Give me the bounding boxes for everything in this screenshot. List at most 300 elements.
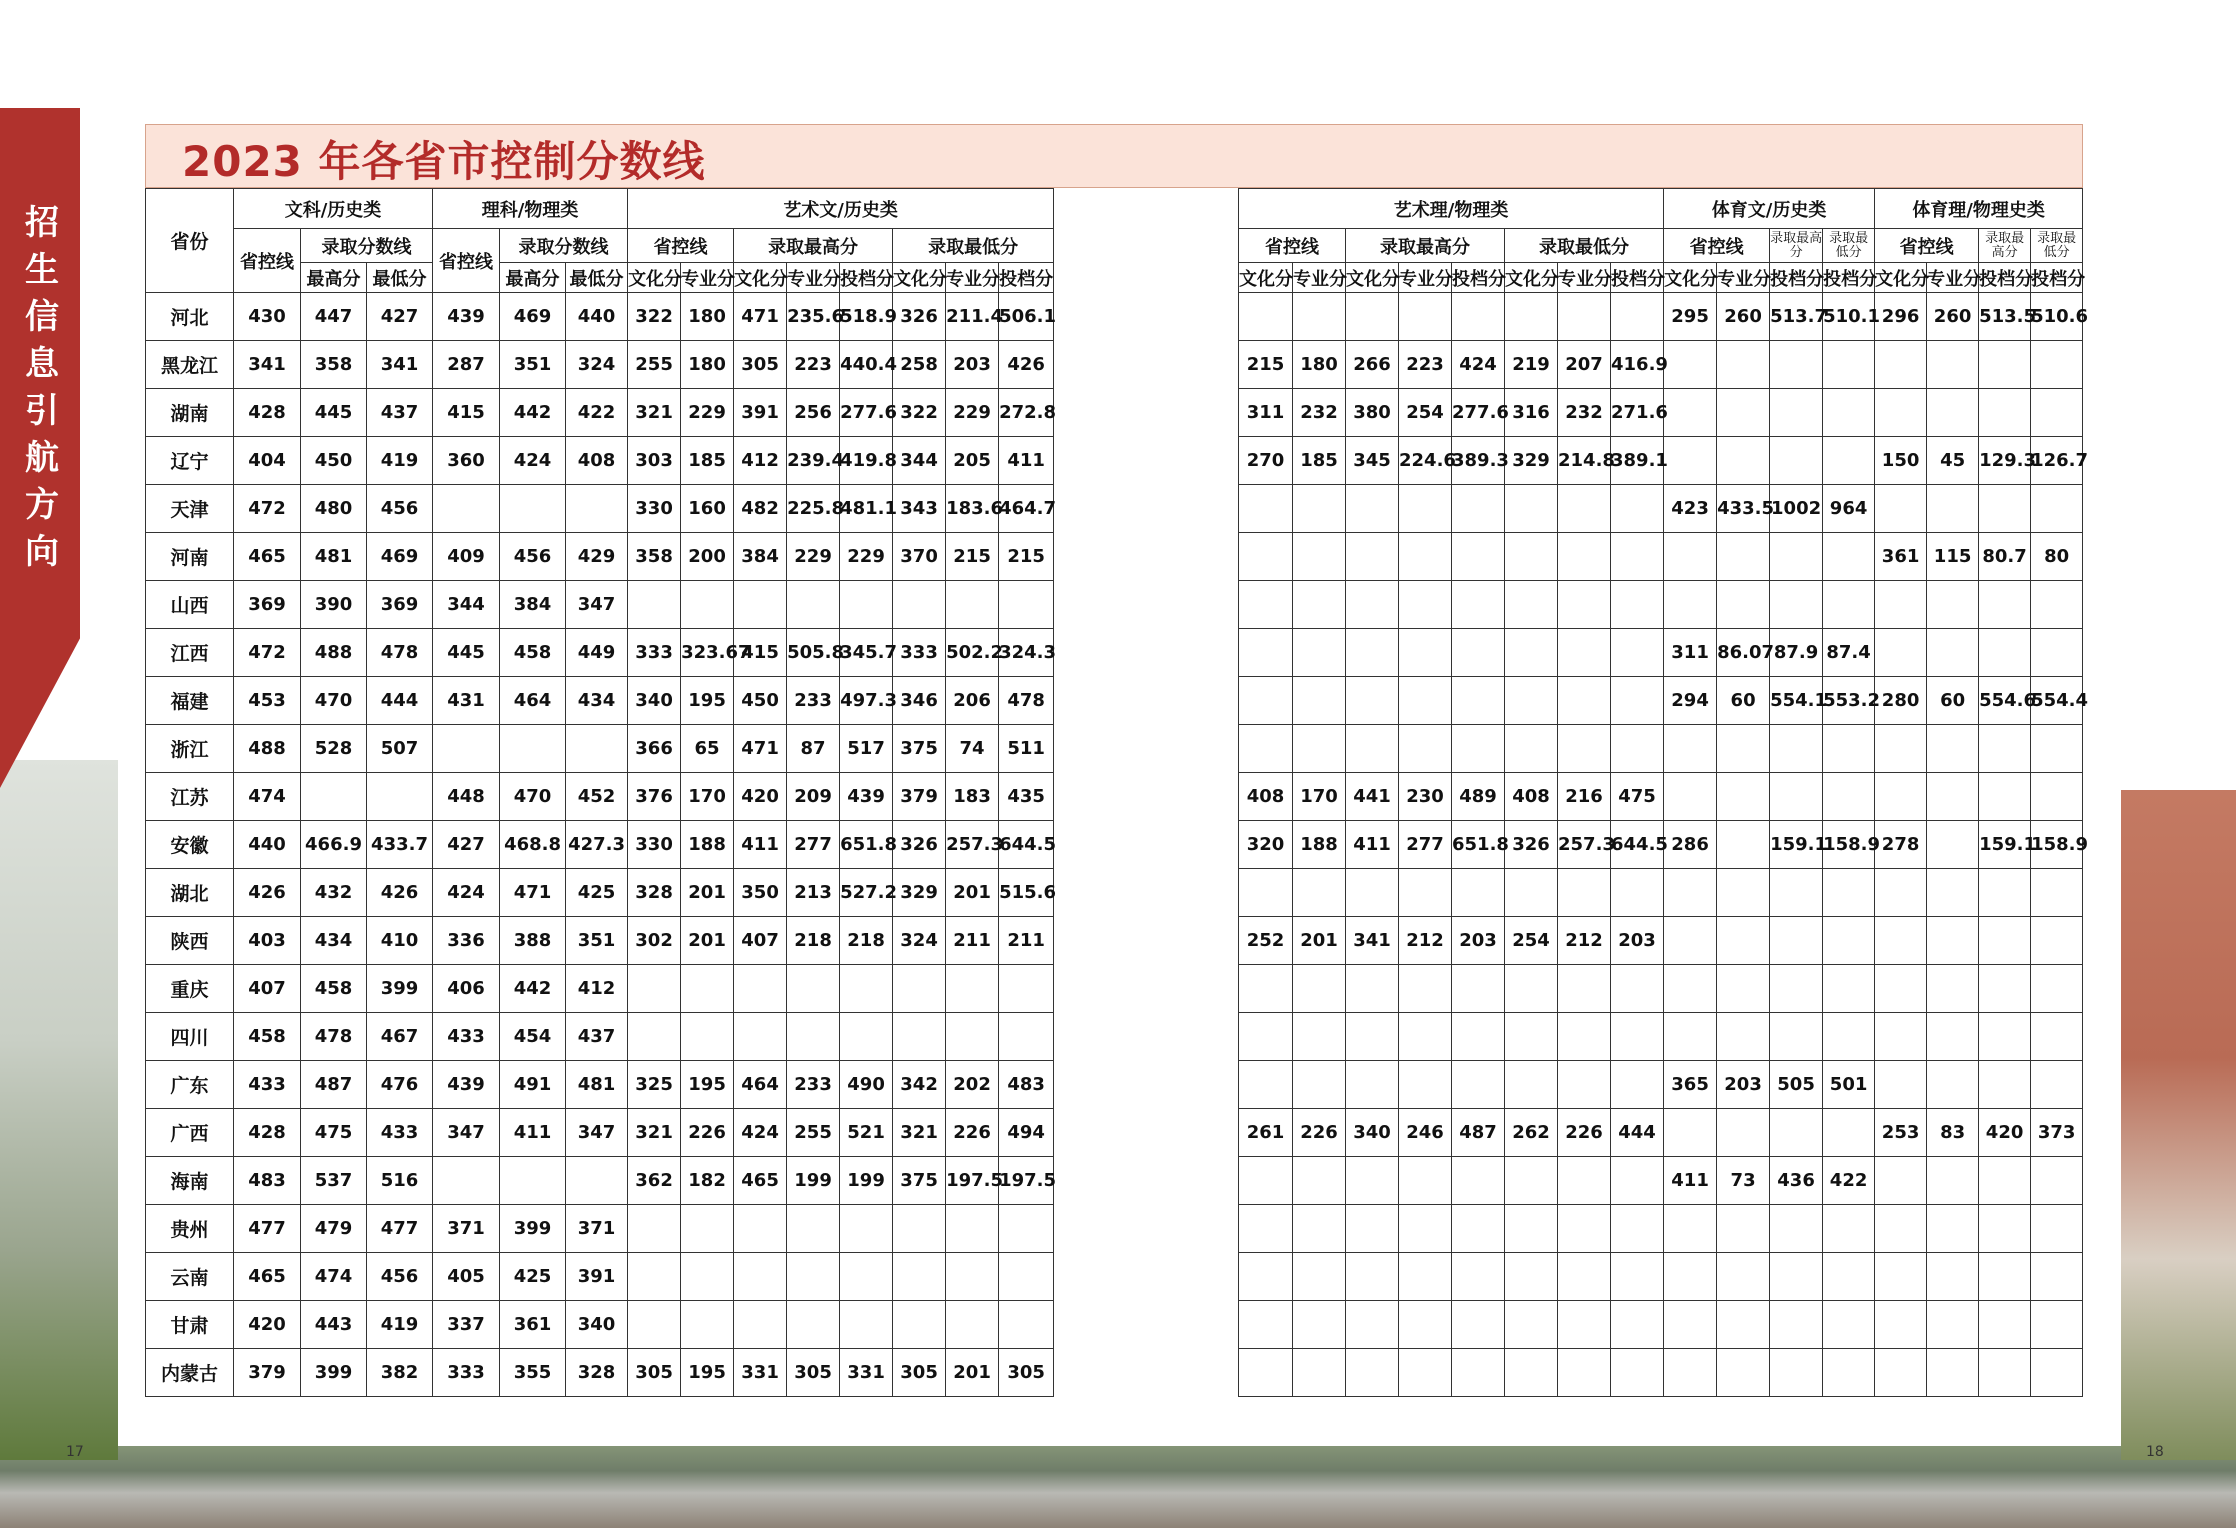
score-cell	[1717, 437, 1770, 485]
score-cell: 426	[999, 341, 1054, 389]
score-cell: 411	[1346, 821, 1399, 869]
score-cell: 554.1	[1770, 677, 1823, 725]
score-cell: 510.6	[2031, 293, 2083, 341]
score-cell	[1399, 1301, 1452, 1349]
score-cell	[1239, 1301, 1293, 1349]
score-cell: 324	[566, 341, 628, 389]
score-cell: 437	[566, 1013, 628, 1061]
score-cell: 371	[433, 1205, 500, 1253]
score-cell: 388	[500, 917, 566, 965]
score-cell: 515.6	[999, 869, 1054, 917]
score-cell: 471	[734, 293, 787, 341]
score-cell: 218	[787, 917, 840, 965]
score-cell	[1875, 341, 1927, 389]
score-cell	[1452, 581, 1505, 629]
score-cell: 456	[500, 533, 566, 581]
score-cell: 211	[946, 917, 999, 965]
score-cell: 429	[566, 533, 628, 581]
score-cell	[628, 965, 681, 1013]
score-cell	[1875, 869, 1927, 917]
table-row	[146, 965, 1054, 1013]
header-tiyu-li: 体育理/物理史类	[1875, 189, 2083, 229]
score-cell: 201	[681, 869, 734, 917]
score-cell: 419.8	[840, 437, 893, 485]
score-cell	[1452, 485, 1505, 533]
score-cell	[1293, 1301, 1346, 1349]
score-cell: 405	[433, 1253, 500, 1301]
score-cell	[1346, 725, 1399, 773]
score-cell: 213	[787, 869, 840, 917]
score-cell: 272.8	[999, 389, 1054, 437]
score-cell: 260	[1717, 293, 1770, 341]
score-cell: 347	[566, 581, 628, 629]
table-row	[1239, 965, 2083, 1013]
score-cell: 431	[433, 677, 500, 725]
score-cell: 422	[1823, 1157, 1875, 1205]
score-cell: 408	[566, 437, 628, 485]
score-cell: 60	[1927, 677, 1979, 725]
score-cell: 410	[367, 917, 433, 965]
score-cell: 203	[946, 341, 999, 389]
score-cell	[1346, 581, 1399, 629]
score-cell	[1293, 1157, 1346, 1205]
score-cell	[1979, 341, 2031, 389]
score-cell: 427.3	[566, 821, 628, 869]
table-row	[146, 293, 1054, 341]
score-cell	[1611, 1253, 1664, 1301]
score-cell: 553.2	[1823, 677, 1875, 725]
score-cell	[1875, 629, 1927, 677]
score-cell: 502.2	[946, 629, 999, 677]
score-cell: 469	[367, 533, 433, 581]
score-cell	[566, 485, 628, 533]
score-cell: 389.3	[1452, 437, 1505, 485]
score-cell: 494	[999, 1109, 1054, 1157]
score-cell: 345.7	[840, 629, 893, 677]
score-cell: 200	[681, 533, 734, 581]
score-cell	[1558, 629, 1611, 677]
header-min: 最低分	[566, 263, 628, 293]
score-cell: 303	[628, 437, 681, 485]
province-cell: 天津	[146, 485, 234, 533]
province-cell: 湖北	[146, 869, 234, 917]
score-cell: 425	[566, 869, 628, 917]
score-cell	[1664, 533, 1717, 581]
score-cell: 644.5	[1611, 821, 1664, 869]
page-number-left: 17	[66, 1444, 84, 1460]
score-cell: 369	[367, 581, 433, 629]
score-cell: 203	[1717, 1061, 1770, 1109]
score-cell: 470	[301, 677, 367, 725]
score-cell	[1611, 1013, 1664, 1061]
score-cell: 440	[234, 821, 301, 869]
score-cell	[500, 485, 566, 533]
table-row	[1239, 389, 2083, 437]
score-cell: 471	[734, 725, 787, 773]
score-cell: 511	[999, 725, 1054, 773]
table-row	[146, 341, 1054, 389]
header-toudang: 投档分	[1823, 263, 1875, 293]
score-cell: 150	[1875, 437, 1927, 485]
score-cell: 651.8	[1452, 821, 1505, 869]
score-cell	[1346, 1349, 1399, 1397]
score-cell	[1239, 1157, 1293, 1205]
score-cell	[1717, 581, 1770, 629]
score-cell: 517	[840, 725, 893, 773]
province-cell: 陕西	[146, 917, 234, 965]
table-row	[1239, 1157, 2083, 1205]
score-cell: 366	[628, 725, 681, 773]
score-cell: 434	[301, 917, 367, 965]
score-cell: 439	[433, 1061, 500, 1109]
score-cell: 256	[787, 389, 840, 437]
score-cell	[1505, 581, 1558, 629]
score-cell	[1770, 1349, 1823, 1397]
score-cell	[1611, 533, 1664, 581]
score-cell	[893, 1301, 946, 1349]
score-cell: 376	[628, 773, 681, 821]
score-cell	[1346, 1205, 1399, 1253]
table-row	[146, 869, 1054, 917]
score-cell: 437	[367, 389, 433, 437]
score-cell: 425	[500, 1253, 566, 1301]
score-cell	[1239, 965, 1293, 1013]
score-cell: 305	[893, 1349, 946, 1397]
score-cell	[1399, 293, 1452, 341]
score-cell: 328	[566, 1349, 628, 1397]
score-cell	[1664, 389, 1717, 437]
score-cell: 239.4	[787, 437, 840, 485]
header-toudang: 投档分	[999, 263, 1054, 293]
score-cell: 246	[1399, 1109, 1452, 1157]
score-cell	[1346, 1013, 1399, 1061]
score-cell: 468.8	[500, 821, 566, 869]
table-row	[146, 917, 1054, 965]
score-cell: 333	[628, 629, 681, 677]
score-cell	[1399, 869, 1452, 917]
score-cell: 436	[1770, 1157, 1823, 1205]
score-cell: 420	[1979, 1109, 2031, 1157]
score-cell	[1239, 869, 1293, 917]
score-cell: 331	[840, 1349, 893, 1397]
score-cell: 188	[1293, 821, 1346, 869]
score-cell	[2031, 1013, 2083, 1061]
score-cell	[1505, 1349, 1558, 1397]
score-cell: 277.6	[1452, 389, 1505, 437]
score-cell	[1293, 1349, 1346, 1397]
score-cell: 347	[566, 1109, 628, 1157]
score-cell: 226	[1293, 1109, 1346, 1157]
score-cell	[2031, 725, 2083, 773]
side-banner-text: 招生信息引航方向	[25, 203, 59, 572]
score-cell	[1239, 1253, 1293, 1301]
score-cell	[1505, 1013, 1558, 1061]
score-cell: 277	[1399, 821, 1452, 869]
score-cell: 513.5	[1979, 293, 2031, 341]
header-zhuanye: 专业分	[1717, 263, 1770, 293]
score-cell: 380	[1346, 389, 1399, 437]
score-cell: 441	[1346, 773, 1399, 821]
score-cell	[1452, 533, 1505, 581]
score-cell	[1664, 437, 1717, 485]
score-cell: 326	[893, 821, 946, 869]
score-cell	[1505, 869, 1558, 917]
score-cell: 60	[1717, 677, 1770, 725]
score-cell: 443	[301, 1301, 367, 1349]
score-cell: 80.7	[1979, 533, 2031, 581]
score-cell	[1611, 1157, 1664, 1205]
score-cell: 407	[734, 917, 787, 965]
score-cell	[1875, 1205, 1927, 1253]
table-row	[146, 1301, 1054, 1349]
score-cell: 212	[1558, 917, 1611, 965]
score-cell	[1505, 1253, 1558, 1301]
score-cell	[1770, 1109, 1823, 1157]
score-cell: 347	[433, 1109, 500, 1157]
score-cell	[1823, 725, 1875, 773]
score-cell	[1823, 533, 1875, 581]
score-cell	[1558, 1349, 1611, 1397]
header-art-max: 录取最高分	[1346, 229, 1505, 263]
score-cell	[1293, 1205, 1346, 1253]
score-cell: 516	[367, 1157, 433, 1205]
score-cell	[1717, 1205, 1770, 1253]
score-cell: 419	[367, 437, 433, 485]
score-cell: 351	[500, 341, 566, 389]
score-cell	[1452, 1061, 1505, 1109]
score-cell	[1875, 1301, 1927, 1349]
score-cell: 252	[1239, 917, 1293, 965]
score-cell: 159.1	[1770, 821, 1823, 869]
score-cell	[1558, 1061, 1611, 1109]
header-zhuanye: 专业分	[1399, 263, 1452, 293]
score-cell	[1346, 485, 1399, 533]
table-row	[146, 389, 1054, 437]
header-toudang: 投档分	[1611, 263, 1664, 293]
score-cell: 361	[500, 1301, 566, 1349]
score-cell	[1452, 965, 1505, 1013]
score-cell: 467	[367, 1013, 433, 1061]
score-cell: 464	[734, 1061, 787, 1109]
score-cell: 254	[1399, 389, 1452, 437]
table-row	[1239, 293, 2083, 341]
score-cell	[1452, 1013, 1505, 1061]
score-cell	[628, 1253, 681, 1301]
score-cell: 478	[999, 677, 1054, 725]
header-lq-max: 录取最高分	[1979, 229, 2031, 263]
score-cell: 409	[433, 533, 500, 581]
province-cell: 辽宁	[146, 437, 234, 485]
score-cell: 45	[1927, 437, 1979, 485]
score-cell	[2031, 1061, 2083, 1109]
score-cell	[1611, 581, 1664, 629]
header-max: 最高分	[301, 263, 367, 293]
score-cell: 411	[1664, 1157, 1717, 1205]
score-cell	[1558, 1253, 1611, 1301]
score-cell	[1399, 1253, 1452, 1301]
score-cell	[893, 1253, 946, 1301]
score-cell	[1979, 581, 2031, 629]
score-cell	[1875, 773, 1927, 821]
score-cell: 321	[628, 389, 681, 437]
table-row	[1239, 1349, 2083, 1397]
table-row	[1239, 725, 2083, 773]
score-cell	[1717, 725, 1770, 773]
score-cell: 126.7	[2031, 437, 2083, 485]
score-cell: 215	[999, 533, 1054, 581]
score-cell	[1505, 533, 1558, 581]
header-lq-max: 录取最高分	[1770, 229, 1823, 263]
score-cell	[840, 1301, 893, 1349]
score-cell: 201	[681, 917, 734, 965]
score-cell: 472	[234, 629, 301, 677]
score-cell	[681, 1205, 734, 1253]
score-cell	[1979, 773, 2031, 821]
score-cell	[1717, 341, 1770, 389]
header-zhuanye: 专业分	[787, 263, 840, 293]
score-cell: 483	[999, 1061, 1054, 1109]
score-cell: 270	[1239, 437, 1293, 485]
score-cell	[1875, 1013, 1927, 1061]
table-row	[146, 437, 1054, 485]
score-cell: 214.8	[1558, 437, 1611, 485]
score-cell	[840, 1205, 893, 1253]
score-cell: 964	[1823, 485, 1875, 533]
score-cell: 513.7	[1770, 293, 1823, 341]
score-cell: 454	[500, 1013, 566, 1061]
score-cell: 333	[433, 1349, 500, 1397]
score-cell	[1611, 1301, 1664, 1349]
score-cell	[1927, 773, 1979, 821]
score-cell	[1979, 1061, 2031, 1109]
score-cell: 408	[1505, 773, 1558, 821]
score-cell	[1558, 1013, 1611, 1061]
score-cell: 233	[787, 677, 840, 725]
table-row	[146, 1013, 1054, 1061]
score-cell: 465	[234, 1253, 301, 1301]
score-cell: 326	[1505, 821, 1558, 869]
score-cell	[1717, 869, 1770, 917]
score-cell: 170	[1293, 773, 1346, 821]
score-cell	[734, 965, 787, 1013]
header-shengkong: 省控线	[433, 229, 500, 293]
score-cell: 159.1	[1979, 821, 2031, 869]
score-cell	[1611, 629, 1664, 677]
score-cell: 424	[500, 437, 566, 485]
score-cell	[1979, 725, 2031, 773]
score-cell: 390	[301, 581, 367, 629]
table-row	[1239, 485, 2083, 533]
score-cell: 278	[1875, 821, 1927, 869]
score-cell: 434	[566, 677, 628, 725]
score-cell	[1346, 1253, 1399, 1301]
score-cell: 226	[681, 1109, 734, 1157]
score-cell: 255	[787, 1109, 840, 1157]
score-cell: 205	[946, 437, 999, 485]
score-cell	[681, 581, 734, 629]
score-cell	[1558, 1157, 1611, 1205]
score-cell: 469	[500, 293, 566, 341]
score-cell	[999, 965, 1054, 1013]
score-cell	[1452, 1157, 1505, 1205]
score-cell: 328	[628, 869, 681, 917]
score-cell	[1875, 485, 1927, 533]
score-cell: 206	[946, 677, 999, 725]
score-cell: 286	[1664, 821, 1717, 869]
score-cell	[1717, 1013, 1770, 1061]
header-shengkong: 省控线	[1875, 229, 1979, 263]
right-table-body	[1239, 293, 2089, 1397]
score-cell	[500, 1157, 566, 1205]
table-row	[1239, 1253, 2083, 1301]
score-cell	[1717, 821, 1770, 869]
score-cell	[1770, 725, 1823, 773]
score-cell	[1399, 485, 1452, 533]
score-cell: 215	[1239, 341, 1293, 389]
score-cell	[1399, 725, 1452, 773]
score-cell	[946, 1301, 999, 1349]
province-cell: 浙江	[146, 725, 234, 773]
score-cell: 230	[1399, 773, 1452, 821]
score-cell	[1239, 1349, 1293, 1397]
score-cell: 450	[734, 677, 787, 725]
score-cell: 447	[301, 293, 367, 341]
score-cell	[1558, 485, 1611, 533]
score-cell: 440.4	[840, 341, 893, 389]
score-cell: 305	[999, 1349, 1054, 1397]
score-cell	[1239, 725, 1293, 773]
score-cell: 479	[301, 1205, 367, 1253]
score-cell: 199	[787, 1157, 840, 1205]
score-cell	[1346, 1301, 1399, 1349]
left-score-table	[145, 188, 1054, 1397]
score-cell	[2031, 917, 2083, 965]
score-cell: 411	[999, 437, 1054, 485]
score-cell	[1399, 581, 1452, 629]
score-cell	[566, 1157, 628, 1205]
header-wenhua: 文化分	[628, 263, 681, 293]
score-cell	[1927, 1205, 1979, 1253]
score-cell: 360	[433, 437, 500, 485]
score-cell: 442	[500, 389, 566, 437]
score-cell	[1979, 1301, 2031, 1349]
score-cell	[1293, 293, 1346, 341]
table-row	[146, 1349, 1054, 1397]
header-toudang: 投档分	[1770, 263, 1823, 293]
score-cell: 415	[433, 389, 500, 437]
score-cell	[1611, 725, 1664, 773]
score-cell	[946, 965, 999, 1013]
score-cell	[1664, 581, 1717, 629]
score-cell: 481	[566, 1061, 628, 1109]
score-cell: 439	[433, 293, 500, 341]
score-cell	[946, 581, 999, 629]
score-cell: 472	[234, 485, 301, 533]
score-cell: 235.6	[787, 293, 840, 341]
score-cell	[893, 965, 946, 1013]
score-cell	[1505, 293, 1558, 341]
score-cell	[433, 1157, 500, 1205]
score-cell: 501	[1823, 1061, 1875, 1109]
score-cell	[1399, 677, 1452, 725]
score-cell	[1927, 725, 1979, 773]
province-cell: 江西	[146, 629, 234, 677]
province-cell: 广西	[146, 1109, 234, 1157]
score-cell: 211.4	[946, 293, 999, 341]
score-cell	[1505, 629, 1558, 677]
table-row	[146, 1061, 1054, 1109]
score-cell: 521	[840, 1109, 893, 1157]
